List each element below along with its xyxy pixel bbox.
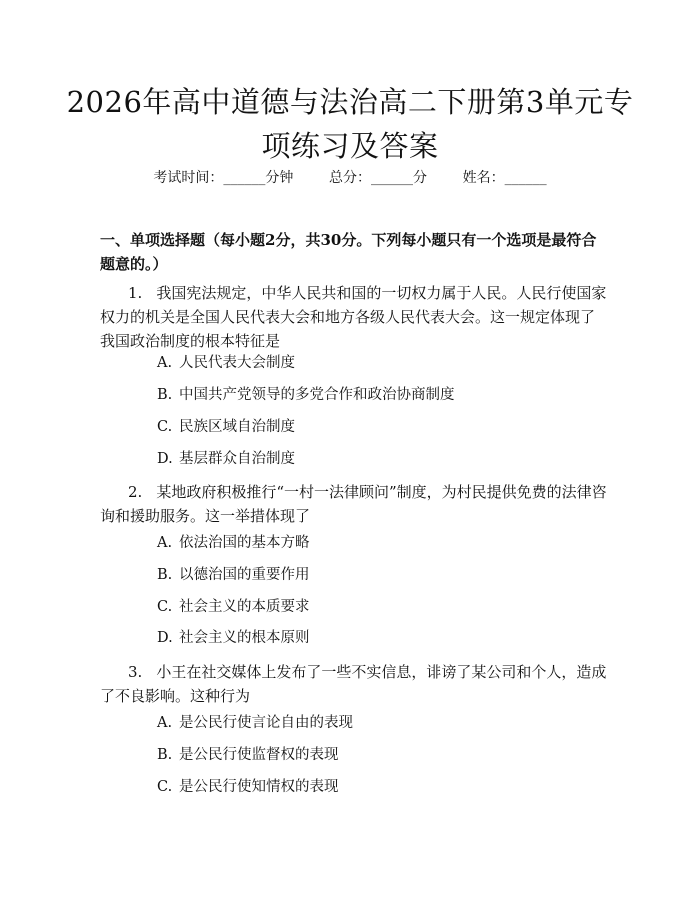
option-item	[157, 628, 310, 648]
name-blank: ______	[504, 170, 547, 186]
option-letter: A.	[157, 535, 173, 551]
option-item	[157, 713, 353, 733]
option-letter: C.	[157, 599, 173, 615]
question-number: 2.	[128, 483, 143, 501]
score-label: 总分：	[329, 170, 371, 186]
option-letter: A.	[157, 355, 173, 371]
option-item	[157, 533, 310, 553]
option-item	[157, 417, 295, 437]
option-item	[157, 449, 295, 469]
question-text: 某地政府积极推行“一村一法律顾问”制度，为村民提供免费的法律咨询和援助服务。这一举措体现了	[100, 483, 607, 525]
question-stem	[100, 480, 608, 528]
question-text: 小王在社交媒体上发布了一些不实信息，诽谤了某公司和个人，造成了不良影响。这种行为	[100, 663, 607, 705]
section-heading: 一、单项选择题（每小题2分，共30分。下列每小题只有一个选项是最符合题意的。）	[100, 231, 597, 273]
option-letter: B.	[157, 747, 173, 763]
option-text: 依法治国的基本方略	[179, 535, 310, 551]
option-text: 社会主义的根本原则	[179, 630, 310, 646]
question-number: 3.	[128, 663, 143, 681]
option-letter: D.	[157, 451, 173, 467]
option-letter: B.	[157, 567, 173, 583]
option-text: 民族区域自治制度	[179, 419, 295, 435]
question-stem	[100, 281, 608, 353]
document-title: 2026年高中道德与法治高二下册第3单元专项练习及答案	[66, 85, 634, 163]
question-number: 1.	[128, 284, 143, 302]
exam-info-line	[0, 168, 700, 188]
option-letter: C.	[157, 779, 173, 795]
option-letter: A.	[157, 715, 173, 731]
option-letter: B.	[157, 387, 173, 403]
question-stem	[100, 660, 608, 708]
option-item	[157, 565, 310, 585]
option-item	[157, 597, 310, 617]
score-unit: 分	[413, 170, 427, 186]
time-unit: 分钟	[265, 170, 294, 186]
option-text: 是公民行使言论自由的表现	[179, 715, 353, 731]
score-blank: ______	[371, 170, 413, 186]
option-text: 人民代表大会制度	[179, 355, 295, 371]
option-text: 基层群众自治制度	[179, 451, 295, 467]
option-text: 社会主义的本质要求	[179, 599, 310, 615]
option-item	[157, 777, 339, 797]
option-text: 是公民行使知情权的表现	[179, 779, 339, 795]
option-text: 以德治国的重要作用	[179, 567, 310, 583]
question-text: 我国宪法规定，中华人民共和国的一切权力属于人民。人民行使国家权力的机关是全国人民代表大会和地方各级人民代表大会。这一规定体现了我国政治制度的根本特征是	[100, 284, 607, 350]
option-item	[157, 385, 455, 405]
option-text: 中国共产党领导的多党合作和政治协商制度	[179, 387, 455, 403]
name-label: 姓名：	[462, 170, 505, 186]
option-letter: C.	[157, 419, 173, 435]
option-letter: D.	[157, 630, 173, 646]
option-text: 是公民行使监督权的表现	[179, 747, 339, 763]
option-item	[157, 745, 339, 765]
option-item	[157, 353, 295, 373]
time-label: 考试时间：	[153, 170, 224, 186]
time-blank: ______	[223, 170, 266, 186]
